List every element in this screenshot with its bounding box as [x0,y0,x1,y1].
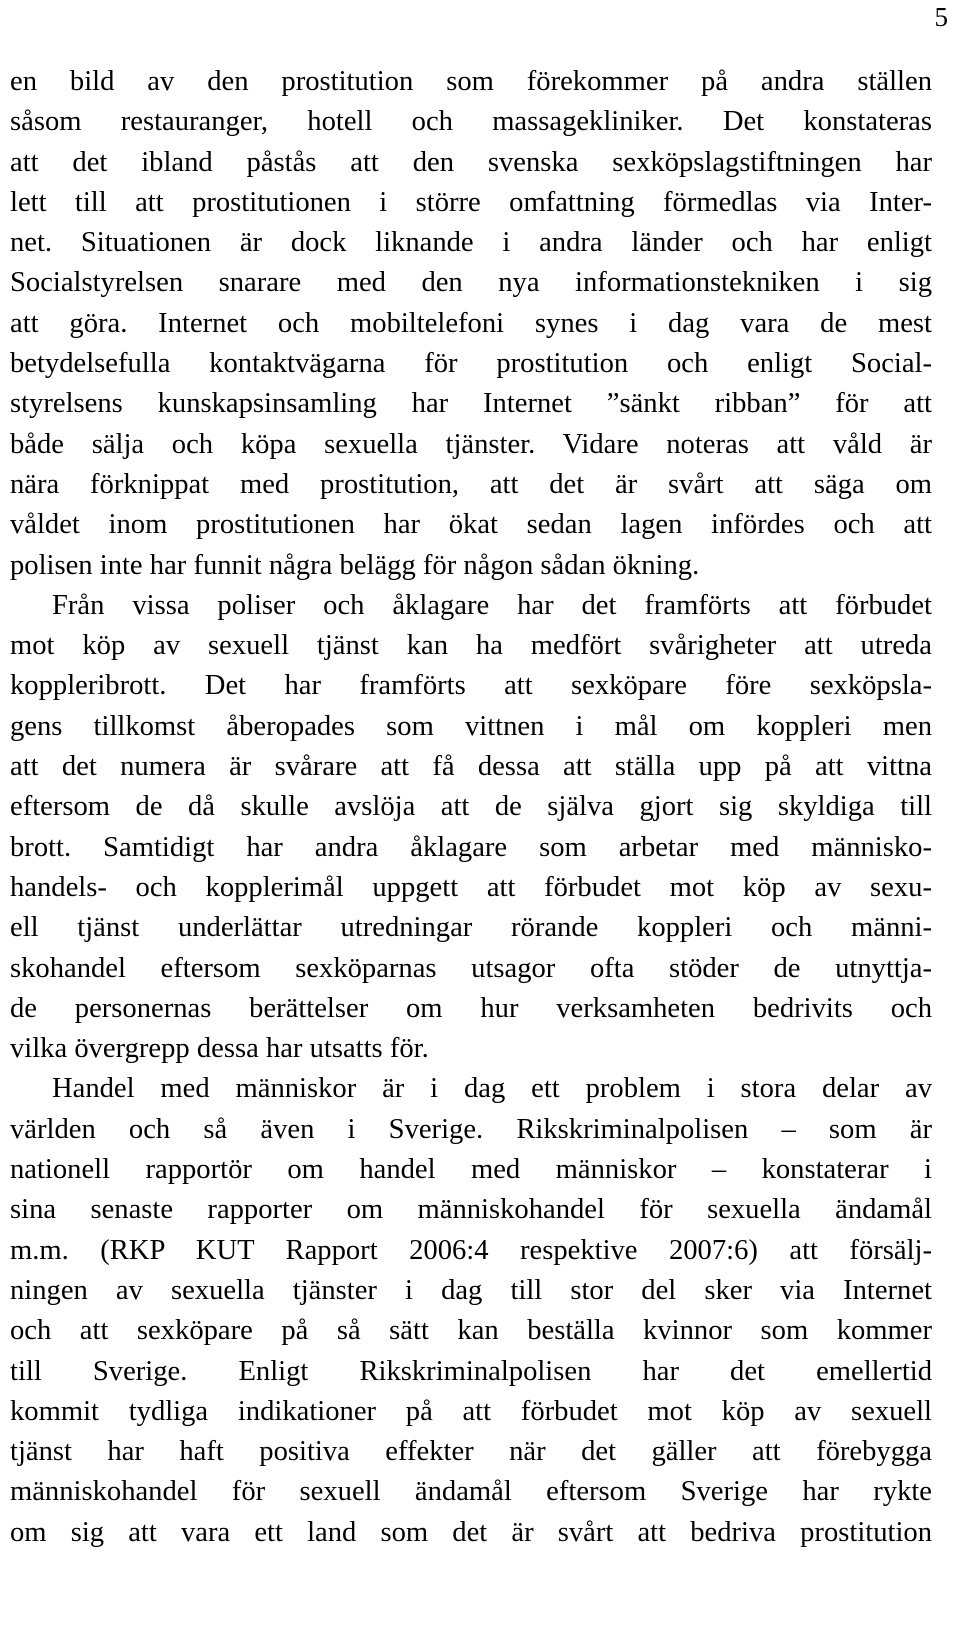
text-line: net. Situationen är dock liknande i andra länder och har enligt [10,227,932,259]
text-line: och att sexköpare på så sätt kan beställa kvinnor som kommer [10,1315,932,1347]
text-line: ell tjänst underlättar utredningar rörande koppleri och männi- [10,912,932,944]
text-line: skohandel eftersom sexköparnas utsagor ofta stöder de utnyttja- [10,952,932,984]
text-line: att det numera är svårare att få dessa att ställa upp på att vittna [10,751,932,783]
text-line: mot köp av sexuell tjänst kan ha medfört svårigheter att utreda [10,630,932,662]
text-line: vilka övergrepp dessa har utsatts för. [10,1033,429,1065]
text-line: Socialstyrelsen snarare med den nya informationstekniken i sig [10,267,932,299]
text-line: såsom restauranger, hotell och massagekliniker. Det konstateras [10,106,932,138]
text-line: att göra. Internet och mobiltelefoni synes i dag vara de mest [10,307,932,339]
text-line: lett till att prostitutionen i större omfattning förmedlas via Inter- [10,186,932,218]
text-line: nära förknippat med prostitution, att det är svårt att säga om [10,468,932,500]
text-line: de personernas berättelser om hur verksamheten bedrivits och [10,992,932,1024]
text-line: om sig att vara ett land som det är svårt att bedriva prostitution [10,1516,932,1548]
text-line: m.m. (RKP KUT Rapport 2006:4 respektive 2007:6) att försälj- [10,1234,932,1266]
text-line: styrelsens kunskapsinsamling har Internet ”sänkt ribban” för att [10,388,932,420]
text-line: nationell rapportör om handel med människor – konstaterar i [10,1154,932,1186]
text-line: brott. Samtidigt har andra åklagare som arbetar med människo- [10,831,932,863]
text-line: eftersom de då skulle avslöja att de själva gjort sig skyldiga till [10,791,932,823]
text-line: tjänst har haft positiva effekter när det gäller att förebygga [10,1436,932,1468]
text-line: polisen inte har funnit några belägg för någon sådan ökning. [10,549,700,581]
text-line: Handel med människor är i dag ett problem i stora delar av [52,1073,932,1105]
text-line: kommit tydliga indikationer på att förbudet mot köp av sexuell [10,1395,932,1427]
text-line: gens tillkomst åberopades som vittnen i mål om koppleri men [10,710,932,742]
text-line: våldet inom prostitutionen har ökat sedan lagen infördes och att [10,509,932,541]
text-line: världen och så även i Sverige. Rikskriminalpolisen – som är [10,1113,932,1145]
body-text [10,62,932,1553]
text-line: till Sverige. Enligt Rikskriminalpolisen har det emellertid [10,1355,932,1387]
text-line: en bild av den prostitution som förekommer på andra ställen [10,66,932,97]
text-line: ningen av sexuella tjänster i dag till stor del sker via Internet [10,1274,932,1306]
text-line: koppleribrott. Det har framförts att sexköpare före sexköpsla- [10,670,932,702]
text-line: både sälja och köpa sexuella tjänster. Vidare noteras att våld är [10,428,932,460]
page-number: 5 [934,2,948,32]
text-line: människohandel för sexuell ändamål eftersom Sverige har rykte [10,1476,932,1508]
text-line: Från vissa poliser och åklagare har det framförts att förbudet [52,589,932,621]
text-line: handels- och kopplerimål uppgett att förbudet mot köp av sexu- [10,871,932,903]
text-line: betydelsefulla kontaktvägarna för prostitution och enligt Social- [10,348,932,380]
text-line: att det ibland påstås att den svenska sexköpslagstiftningen har [10,146,932,178]
text-line: sina senaste rapporter om människohandel för sexuella ändamål [10,1194,932,1226]
